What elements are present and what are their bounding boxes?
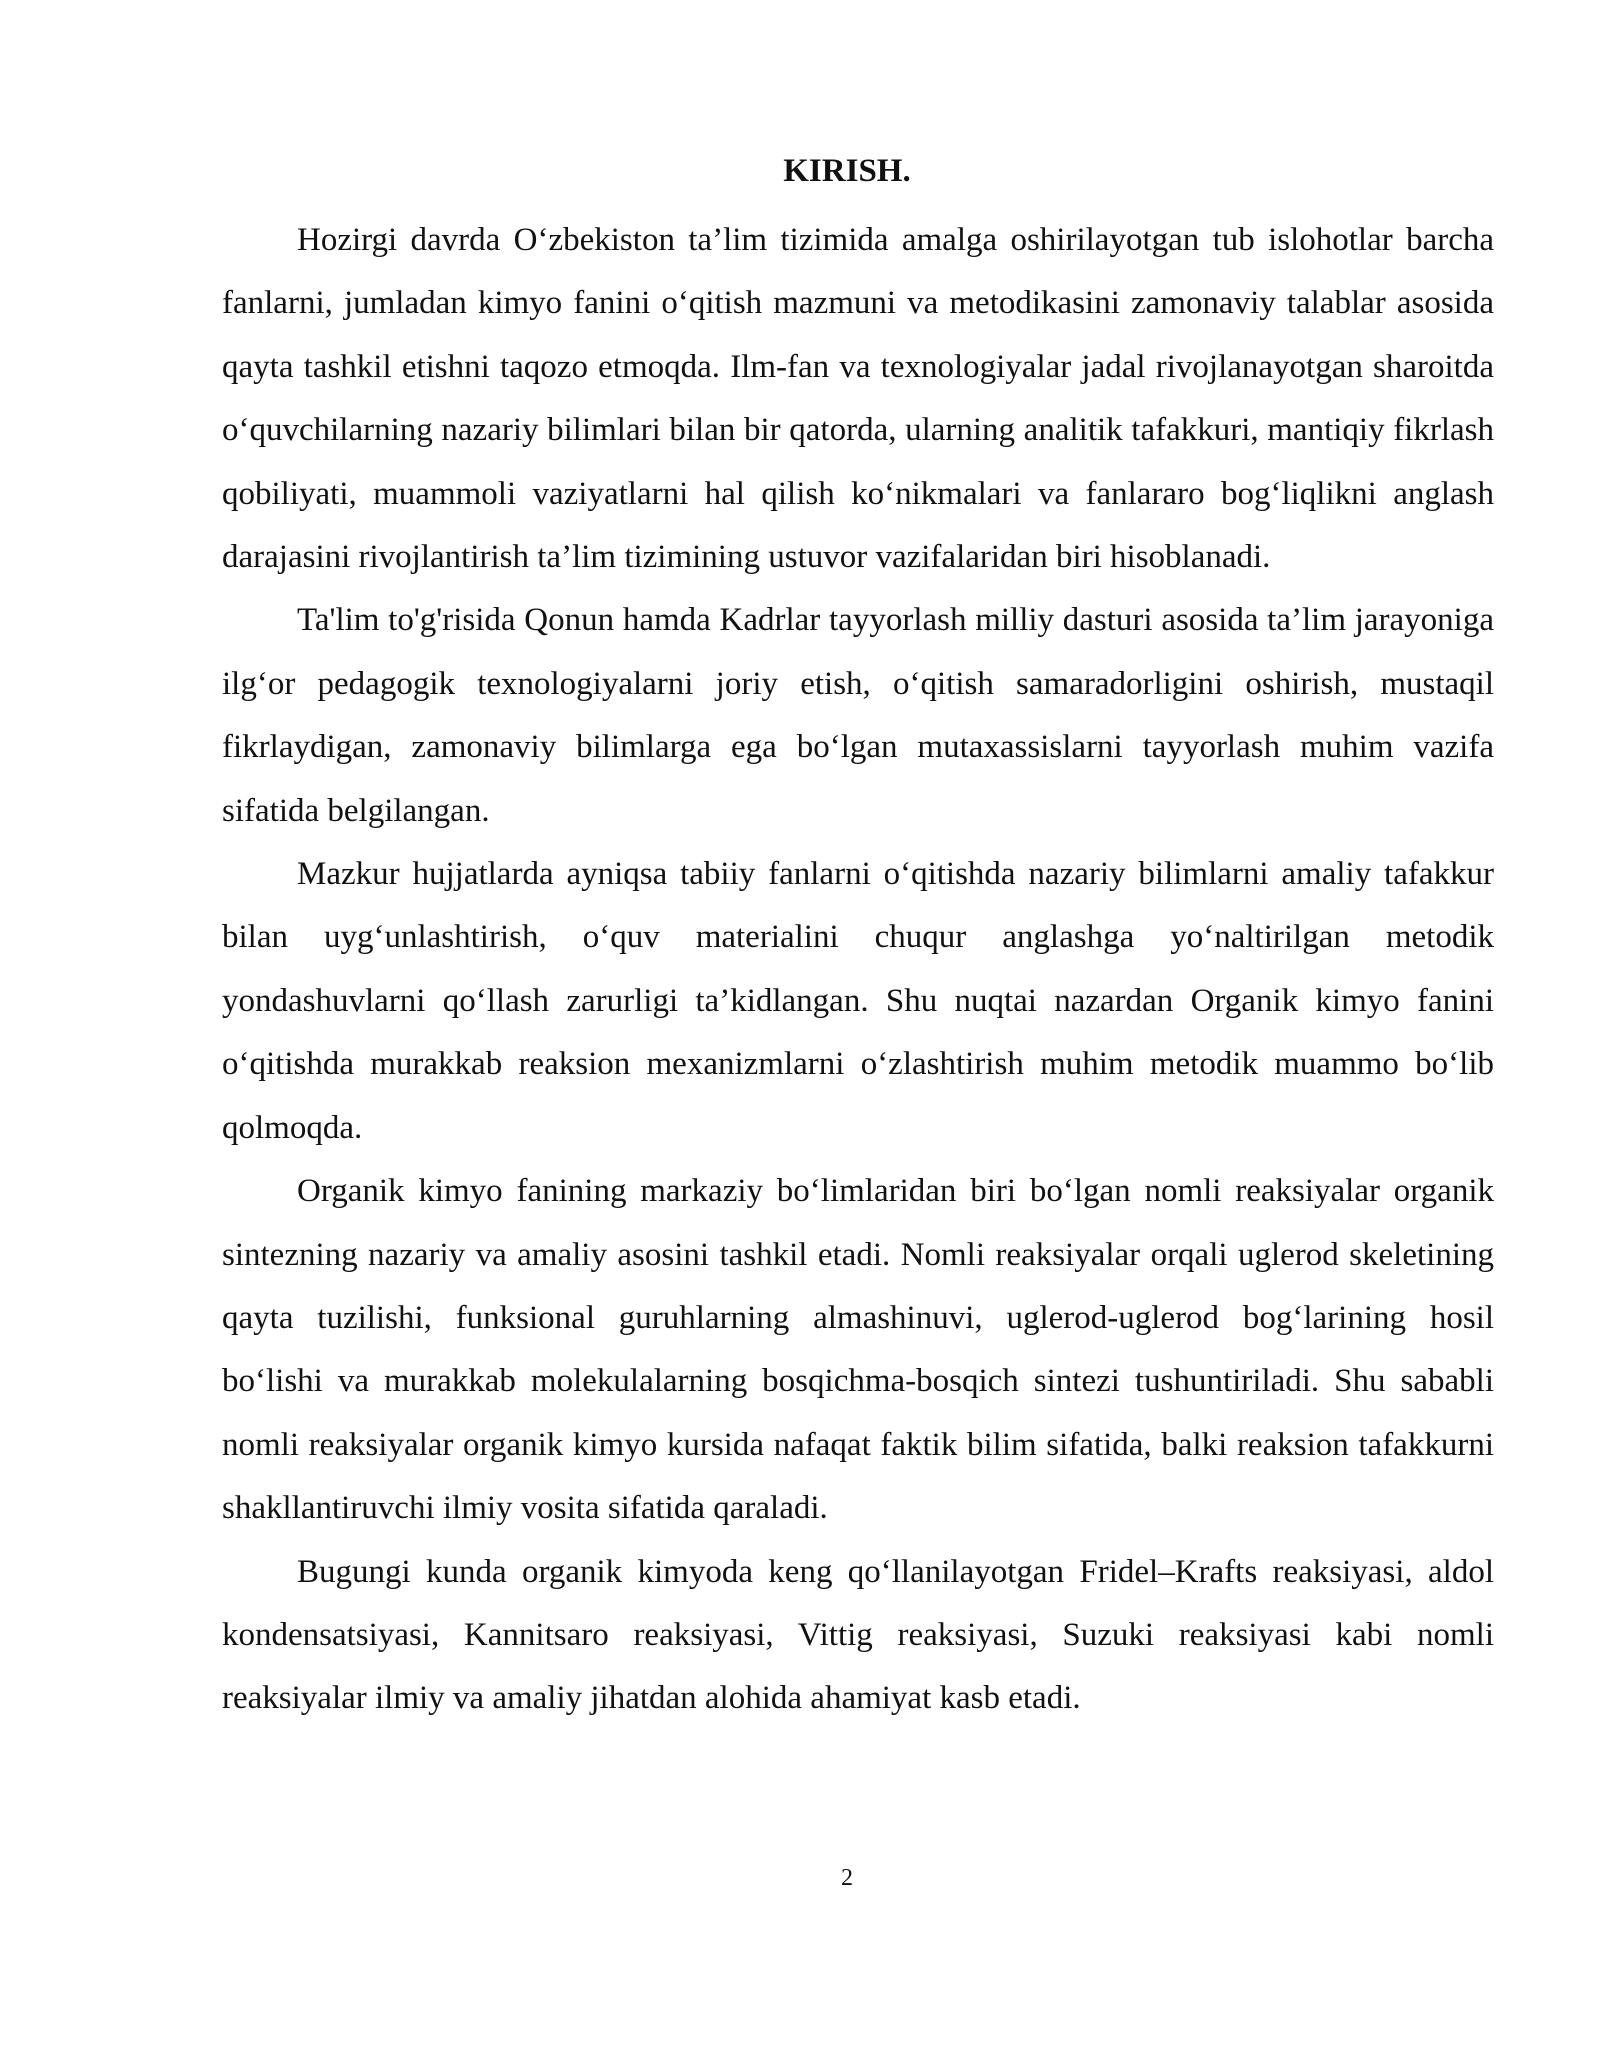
body-text [222, 209, 1494, 1731]
page-number: 2 [841, 1865, 853, 1891]
paragraph-2: Ta'lim to'g'risida Qonun hamda Kadrlar tayyorlash milliy dasturi asosida ta’lim jarayoniga ilg‘or pedagogik texnologiyalarni joriy etish, o‘qitish samaradorligini oshirish, mustaqil fikrlaydigan, zamonaviy bilimlarga ega bo‘lgan mutaxassislarni tayyorlash muhim vazifa sifatida belgilangan. [222, 602, 1494, 829]
paragraph-1: Hozirgi davrda O‘zbekiston ta’lim tizimida amalga oshirilayotgan tub islohotlar barcha fanlarni, jumladan kimyo fanini o‘qitish mazmuni va metodikasini zamonaviy talablar asosida qayta tashkil etishni taqozo etmoqda. Ilm-fan va texnologiyalar jadal rivojlanayotgan sharoitda o‘quvchilarning nazariy bilimlari bilan bir qatorda, ularning analitik tafakkuri, mantiqiy fikrlash qobiliyati, muammoli vaziyatlarni hal qilish ko‘nikmalari va fanlararo bog‘liqlikni anglash darajasini rivojlantirish ta’lim tizimining ustuvor vazifalaridan biri hisoblanadi. [222, 222, 1494, 576]
paragraph-4: Organik kimyo fanining markaziy bo‘limlaridan biri bo‘lgan nomli reaksiyalar organik sintezning nazariy va amaliy asosini tashkil etadi. Nomli reaksiyalar orqali uglerod skeletining qayta tuzilishi, funksional guruhlarning almashinuvi, uglerod-uglerod bog‘larining hosil bo‘lishi va murakkab molekulalarning bosqichma-bosqich sintezi tushuntiriladi. Shu sababli nomli reaksiyalar organik kimyo kursida nafaqat faktik bilim sifatida, balki reaksion tafakkurni shakllantiruvchi ilmiy vosita sifatida qaraladi. [222, 1173, 1494, 1527]
section-heading: KIRISH. [783, 153, 911, 189]
paragraph-5: Bugungi kunda organik kimyoda keng qo‘llanilayotgan Fridel–Krafts reaksiyasi, aldol kondensatsiyasi, Kannitsaro reaksiyasi, Vittig reaksiyasi, Suzuki reaksiyasi kabi nomli reaksiyalar ilmiy va amaliy jihatdan alohida ahamiyat kasb etadi. [222, 1553, 1494, 1717]
paragraph-3: Mazkur hujjatlarda ayniqsa tabiiy fanlarni o‘qitishda nazariy bilimlarni amaliy tafakkur bilan uyg‘unlashtirish, o‘quv materialini chuqur anglashga yo‘naltirilgan metodik yondashuvlarni qo‘llash zarurligi ta’kidlangan. Shu nuqtai nazardan Organik kimyo fanini o‘qitishda murakkab reaksion mexanizmlarni o‘zlashtirish muhim metodik muammo bo‘lib qolmoqda. [222, 856, 1494, 1146]
